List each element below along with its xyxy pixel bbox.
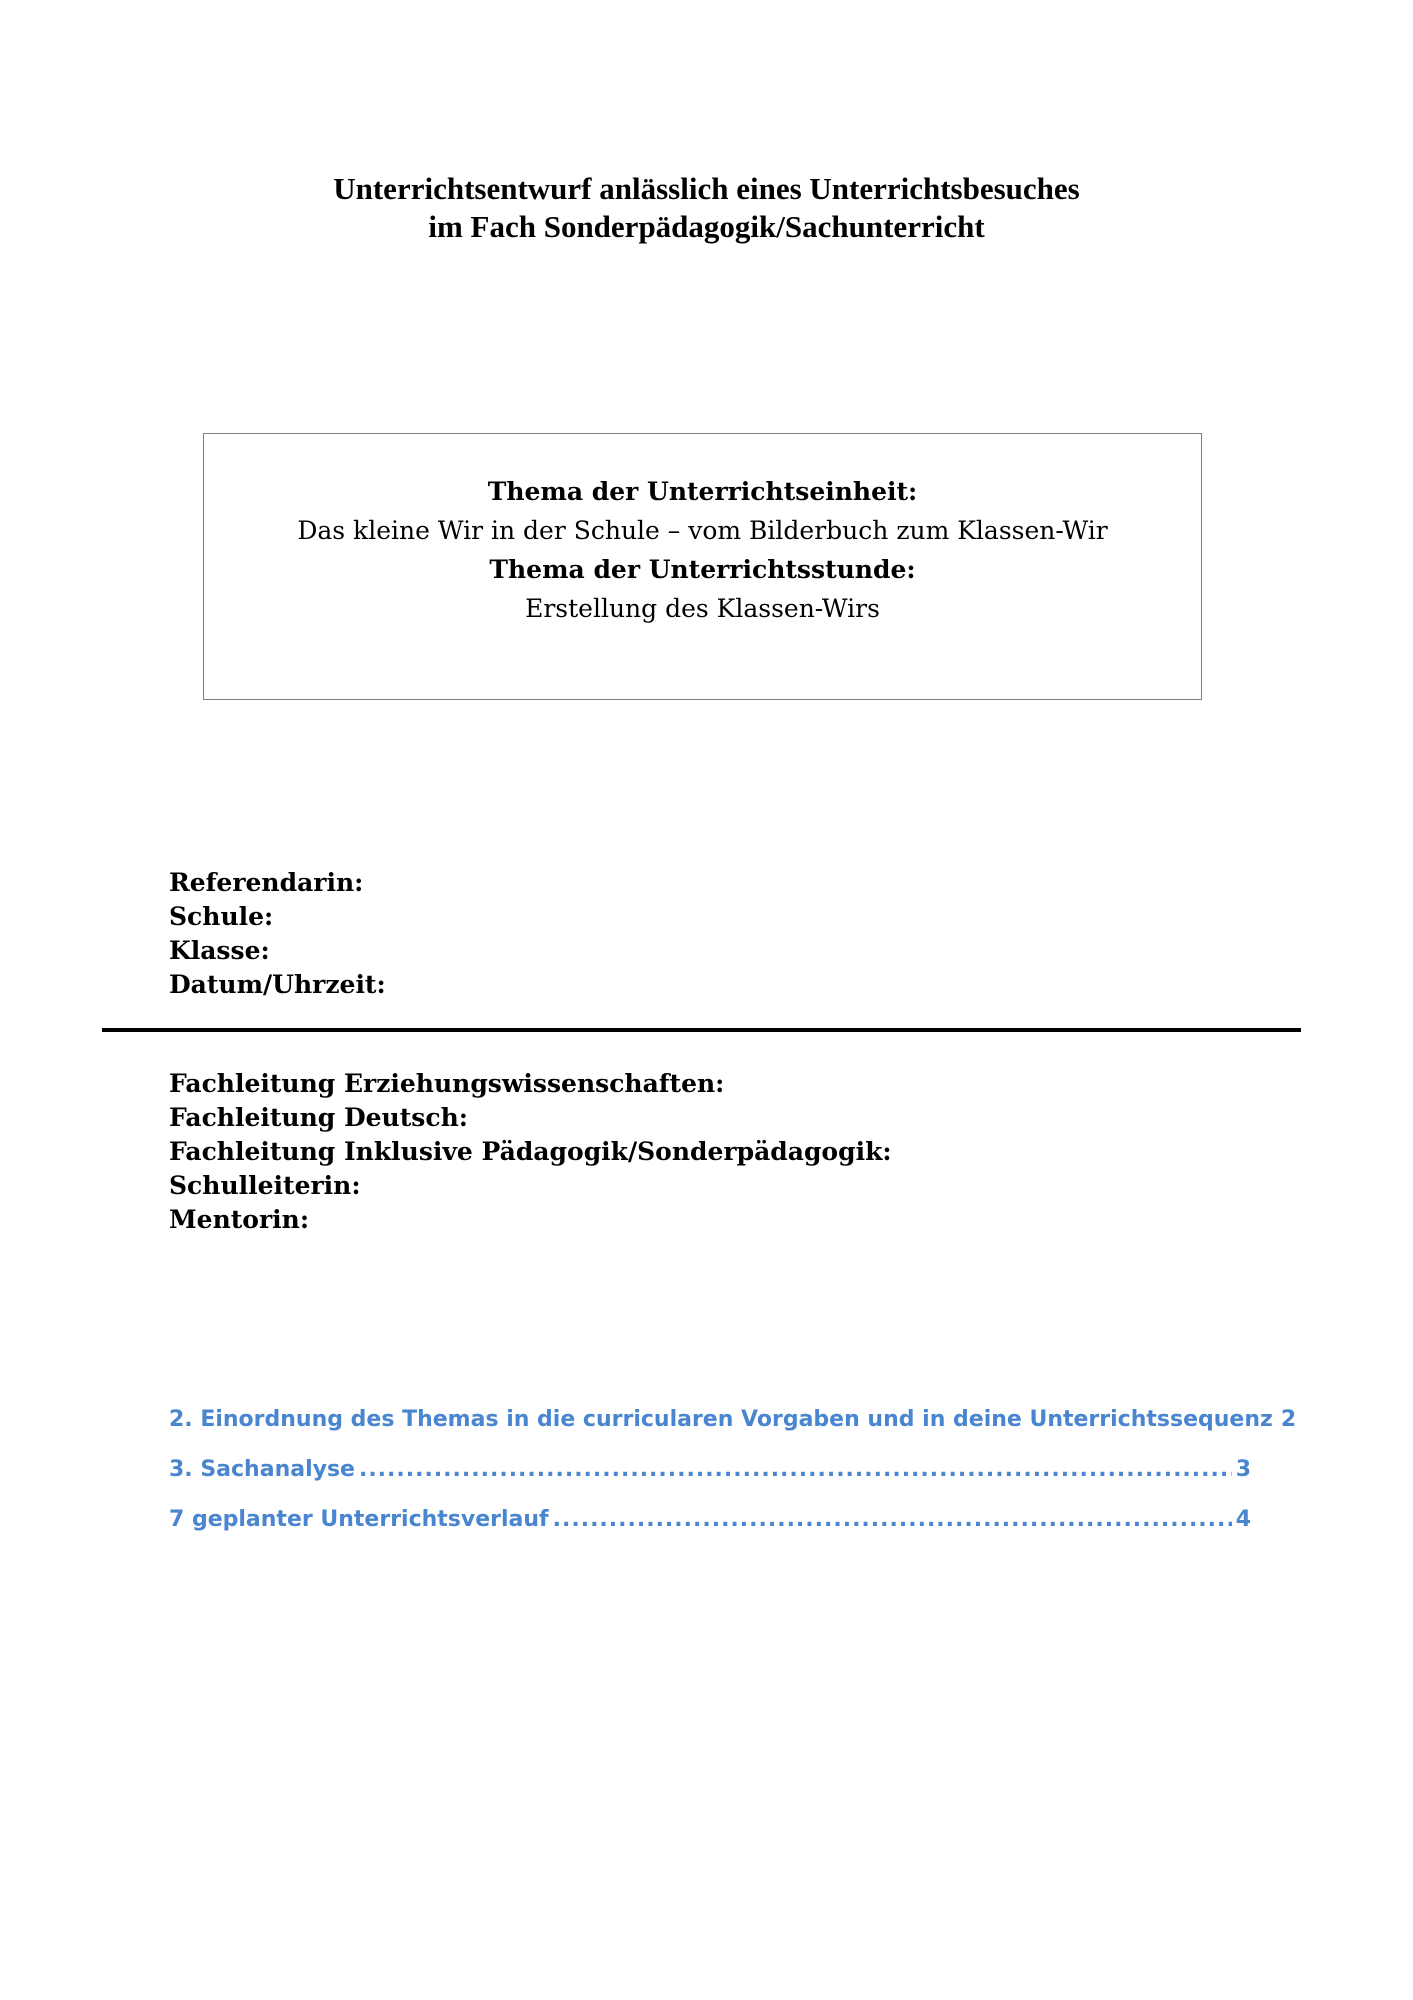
toc-page-number: 3 (1235, 1457, 1251, 1482)
info-label-datum-uhrzeit: Datum/Uhrzeit: (169, 970, 386, 999)
unit-theme-value: Das kleine Wir in der Schule – vom Bilderbuch zum Klassen-Wir (297, 516, 1108, 545)
theme-box (203, 433, 1202, 700)
toc-entry-unterrichtsverlauf[interactable] (169, 1502, 1251, 1552)
toc-dot-leader (359, 1452, 1232, 1488)
toc-entry-text: 2. Einordnung des Themas in die curricularen Vorgaben und in deine Unterrichtssequenz (169, 1407, 1273, 1432)
info-label-klasse: Klasse: (169, 936, 270, 965)
toc-page-number: 2 (1280, 1407, 1297, 1432)
lesson-theme-label: Thema der Unterrichtsstunde: (489, 555, 916, 584)
info-label-fachleitung-deutsch: Fachleitung Deutsch: (169, 1103, 468, 1132)
table-of-contents (169, 1402, 1297, 1552)
supervisors-info-block (169, 1067, 892, 1237)
info-label-mentorin: Mentorin: (169, 1205, 310, 1234)
info-label-fachleitung-inklusion: Fachleitung Inklusive Pädagogik/Sonderpädagogik: (169, 1137, 892, 1166)
toc-entry-sachanalyse[interactable] (169, 1452, 1251, 1502)
title-line-2: im Fach Sonderpädagogik/Sachunterricht (428, 209, 985, 244)
toc-entry-einordnung[interactable] (169, 1402, 1297, 1452)
trainee-info-block (169, 866, 386, 1002)
info-label-schulleiterin: Schulleiterin: (169, 1171, 361, 1200)
info-label-referendarin: Referendarin: (169, 868, 364, 897)
toc-page-number: 4 (1235, 1507, 1251, 1532)
toc-dot-leader (553, 1502, 1232, 1538)
title-line-1: Unterrichtsentwurf anlässlich eines Unterrichtsbesuches (333, 171, 1080, 206)
toc-entry-text: 7 geplanter Unterrichtsverlauf (169, 1507, 549, 1532)
info-label-schule: Schule: (169, 902, 274, 931)
horizontal-divider (102, 1028, 1301, 1032)
unit-theme-label: Thema der Unterrichtseinheit: (487, 477, 918, 506)
document-title (0, 170, 1413, 246)
toc-entry-text: 3. Sachanalyse (169, 1457, 355, 1482)
lesson-theme-value: Erstellung des Klassen-Wirs (525, 594, 880, 623)
info-label-fachleitung-ew: Fachleitung Erziehungswissenschaften: (169, 1069, 725, 1098)
